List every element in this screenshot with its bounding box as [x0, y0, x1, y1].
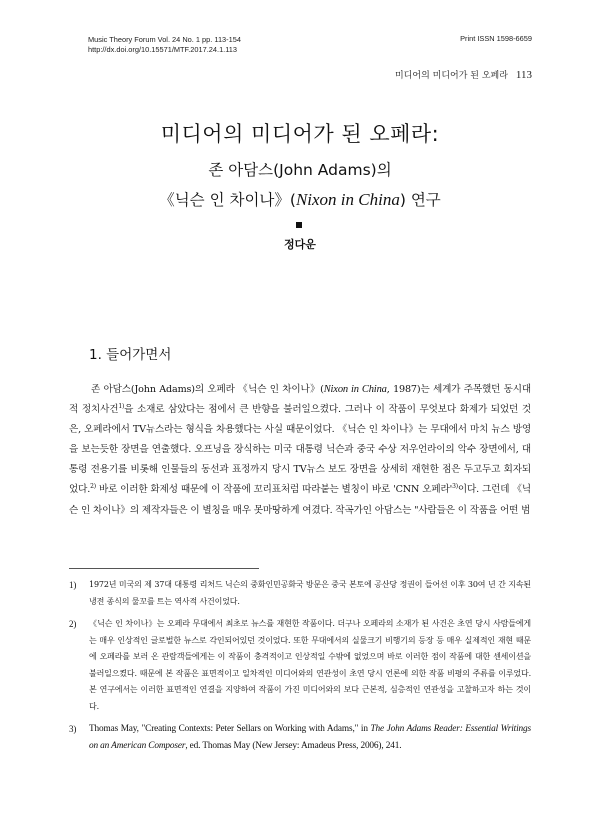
body-text-4: 바로 이러한 화제성 때문에 이 작품에 꼬리표처럼 따라붙는 별칭이 바로 'CNN 오페라'	[96, 484, 453, 496]
footnote-number: 2)	[69, 619, 77, 629]
footnote-ref-3[interactable]: 3)	[452, 483, 458, 491]
title-separator-square	[296, 222, 302, 228]
footnote-divider	[69, 568, 259, 569]
section-heading: 1. 들어가면서	[89, 347, 172, 363]
body-text-5: 이다. 그런데 《닉슨 인 차이나》의 제작자들은 이 별칭을 매우 못마땅하게 여겼다. 작곡가인 아담스는 "사람들은 이 작품을 어떤 범	[69, 484, 531, 516]
footnote-number: 3)	[69, 724, 77, 734]
body-text-1: 존 아담스(John Adams)의 오페라 《닉슨 인 차이나》(	[91, 384, 324, 395]
footnote-text: 1972년 미국의 제 37대 대통령 리처드 닉슨의 중화인민공화국 방문은 중국 본토에 공산당 정권이 들어선 이후 30여 년 간 지속된 냉전 종식의 물꼬를 트는 역사적 사건이었다.	[89, 580, 531, 606]
footnote-ref-2[interactable]: 2)	[90, 483, 96, 491]
journal-citation: Music Theory Forum Vol. 24 No. 1 pp. 113-154	[88, 35, 241, 44]
running-head	[395, 68, 532, 81]
body-paragraph	[69, 380, 531, 521]
footnote-text: 《닉슨 인 차이나》는 오페라 무대에서 최초로 뉴스를 재현한 작품이다. 더구나 오페라의 소재가 된 사건은 초연 당시 사람들에게는 매우 인상적인 글로벌한 뉴스로 각인되어있던 것이었다. 또한 무대에서의 실물크기 비행기의 등장 등 매우 실제적인 재현 때문에 오페라를 보러 온 관람객들에게는 이 작품이 충격적이고 인상적일 수밖에 없었으며 바로 이러한 점이 작품에 대한 센세이션을 불러일으켰다. 때문에 본 작품은 표면적이고 일차적인 미디어와의 연관성이 초연 당시 언론에 의한 작품 비평의 주류를 이루었다. 본 연구에서는 이러한 표면적인 연결을 지양하여 작품이 가진 미디어와의 보다 근본적, 심층적인 연관성을 고찰하고자 하는 것이다.	[89, 619, 531, 711]
body-text-2: , 1987)는 세계가 주목했던 동시대적 정치사건	[69, 384, 531, 416]
running-title: 미디어의 미디어가 된 오페라	[394, 71, 508, 81]
footnote-number: 1)	[69, 580, 77, 590]
doi-link[interactable]: http://dx.doi.org/10.15571/MTF.2017.24.1.113	[88, 45, 238, 54]
article-subtitle-line-1: 존 아담스(John Adams)의	[208, 161, 392, 179]
subtitle-italic-title: Nixon in China	[295, 190, 400, 209]
article-subtitle-line-2	[0, 188, 600, 210]
body-italic-title: Nixon in China	[323, 384, 387, 395]
footnote-1	[69, 577, 531, 610]
footnote-text: Thomas May, "Creating Contexts: Peter Sellars on Working with Adams," in	[89, 724, 371, 734]
page-number: 113	[515, 69, 532, 81]
footnote-2	[69, 616, 531, 715]
print-issn: Print ISSN 1598-6659	[460, 34, 532, 43]
footnote-book-title: The John Adams Reader: Essential Writings on an American Composer	[89, 724, 531, 751]
author-name: 정다운	[284, 238, 316, 251]
footnote-3	[69, 721, 531, 754]
subtitle-prefix: 《닉슨 인 차이나》(	[159, 191, 296, 209]
footnote-text-tail: , ed. Thomas May (New Jersey: Amadeus Press, 2006), 241.	[185, 740, 402, 751]
body-text-3: 을 소재로 삼았다는 점에서 큰 반향을 불러일으켰다. 그러나 이 작품이 무엇보다 화제가 되었던 것은, 오페라에서 TV뉴스라는 형식을 차용했다는 사실 때문이었다. 《닉슨 인 차이나》는 무대에서 마치 뉴스 방영을 보는듯한 장면을 연출했다. 오프닝을 장식하는 미국 대통령 닉슨과 중국 수상 저우언라이의 악수 장면에서, 대통령 전용기를 비롯해 인물들의 동선과 표정까지 당시 TV뉴스 보도 장면을 상세히 재현한 점은 두고두고 회자되었다.	[69, 404, 531, 496]
footnote-ref-1[interactable]: 1)	[118, 402, 125, 410]
footnotes-list	[69, 577, 531, 760]
article-title: 미디어의 미디어가 된 오페라:	[160, 122, 440, 146]
subtitle-suffix: ) 연구	[399, 191, 441, 209]
